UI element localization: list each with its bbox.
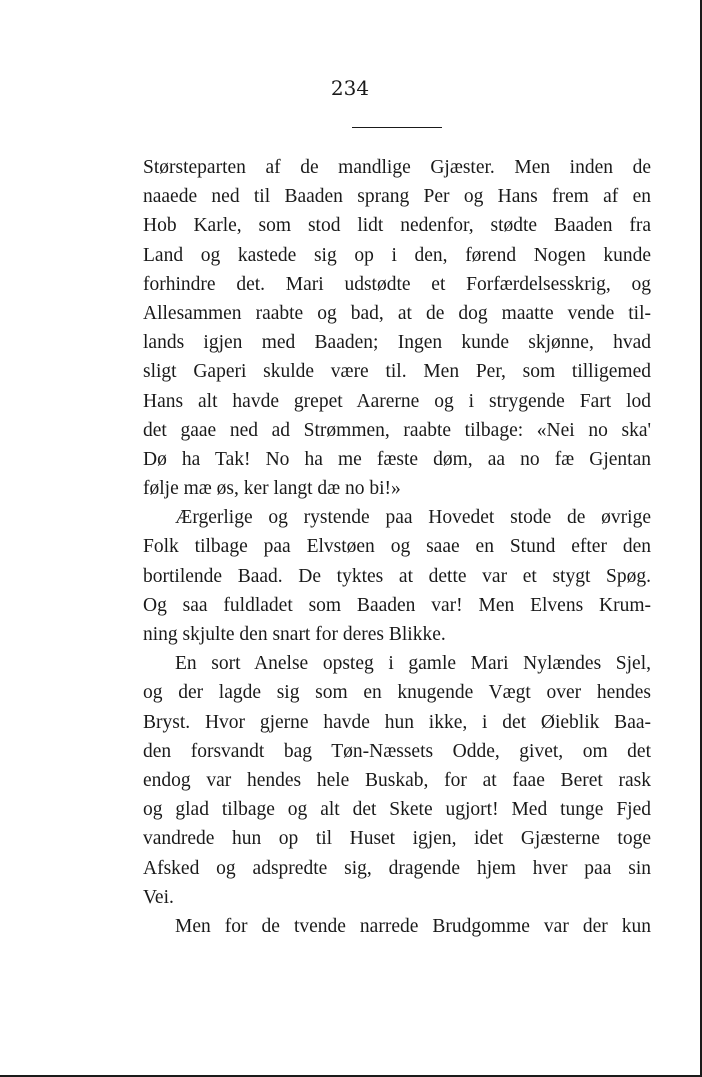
text-line: Vei. — [143, 886, 174, 908]
text-line: Ærgerlige og rystende paa Hovedet stode de øvrige — [175, 507, 651, 529]
text-line: Folk tilbage paa Elvstøen og saae en Stund efter den — [143, 536, 651, 558]
text-line: og glad tilbage og alt det Skete ugjort! Med tunge Fjed — [143, 799, 651, 821]
text-line: sligt Gaperi skulde være til. Men Per, som tilligemed — [143, 361, 651, 383]
text-line: vandrede hun op til Huset igjen, idet Gjæsterne toge — [143, 828, 651, 850]
text-line: Land og kastede sig op i den, førend Nogen kunde — [143, 244, 651, 266]
text-line: det gaae ned ad Strømmen, raabte tilbage: «Nei no ska' — [143, 419, 651, 441]
text-line: Allesammen raabte og bad, at de dog maatte vende til- — [143, 302, 651, 324]
text-line: Dø ha Tak! No ha me fæste døm, aa no fæ Gjentan — [143, 448, 651, 470]
text-line: lands igjen med Baaden; Ingen kunde skjønne, hvad — [143, 332, 651, 354]
text-line: Hob Karle, som stod lidt nedenfor, stødte Baaden fra — [143, 215, 651, 237]
text-line: Men for de tvende narrede Brudgomme var der kun — [175, 915, 651, 937]
text-line: Størsteparten af de mandlige Gjæster. Men inden de — [143, 157, 651, 178]
text-line: Afsked og adspredte sig, dragende hjem hver paa sin — [143, 857, 651, 879]
text-line: bortilende Baad. De tyktes at dette var et stygt Spøg. — [143, 565, 651, 587]
text-line: ning skjulte den snart for deres Blikke. — [143, 624, 446, 645]
text-line: Bryst. Hvor gjerne havde hun ikke, i det Øieblik Baa- — [143, 711, 651, 733]
header-rule — [352, 127, 442, 128]
text-line: den forsvandt bag Tøn-Næssets Odde, givet, om det — [143, 740, 651, 762]
text-line: endog var hendes hele Buskab, for at faae Beret rask — [143, 769, 651, 791]
text-line: naaede ned til Baaden sprang Per og Hans frem af en — [143, 186, 651, 208]
text-line: forhindre det. Mari udstødte et Forfærdelsesskrig, og — [143, 273, 651, 295]
body-text — [143, 153, 651, 941]
text-line: En sort Anelse opsteg i gamle Mari Nylændes Sjel, — [175, 653, 651, 675]
page-number: 234 — [330, 76, 370, 100]
text-line: Hans alt havde grepet Aarerne og i strygende Fart lod — [143, 390, 651, 412]
text-line: Og saa fuldladet som Baaden var! Men Elvens Krum- — [143, 594, 651, 616]
text-line: og der lagde sig som en knugende Vægt over hendes — [143, 682, 651, 704]
text-line: følje mæ øs, ker langt dæ no bi!» — [143, 478, 401, 500]
